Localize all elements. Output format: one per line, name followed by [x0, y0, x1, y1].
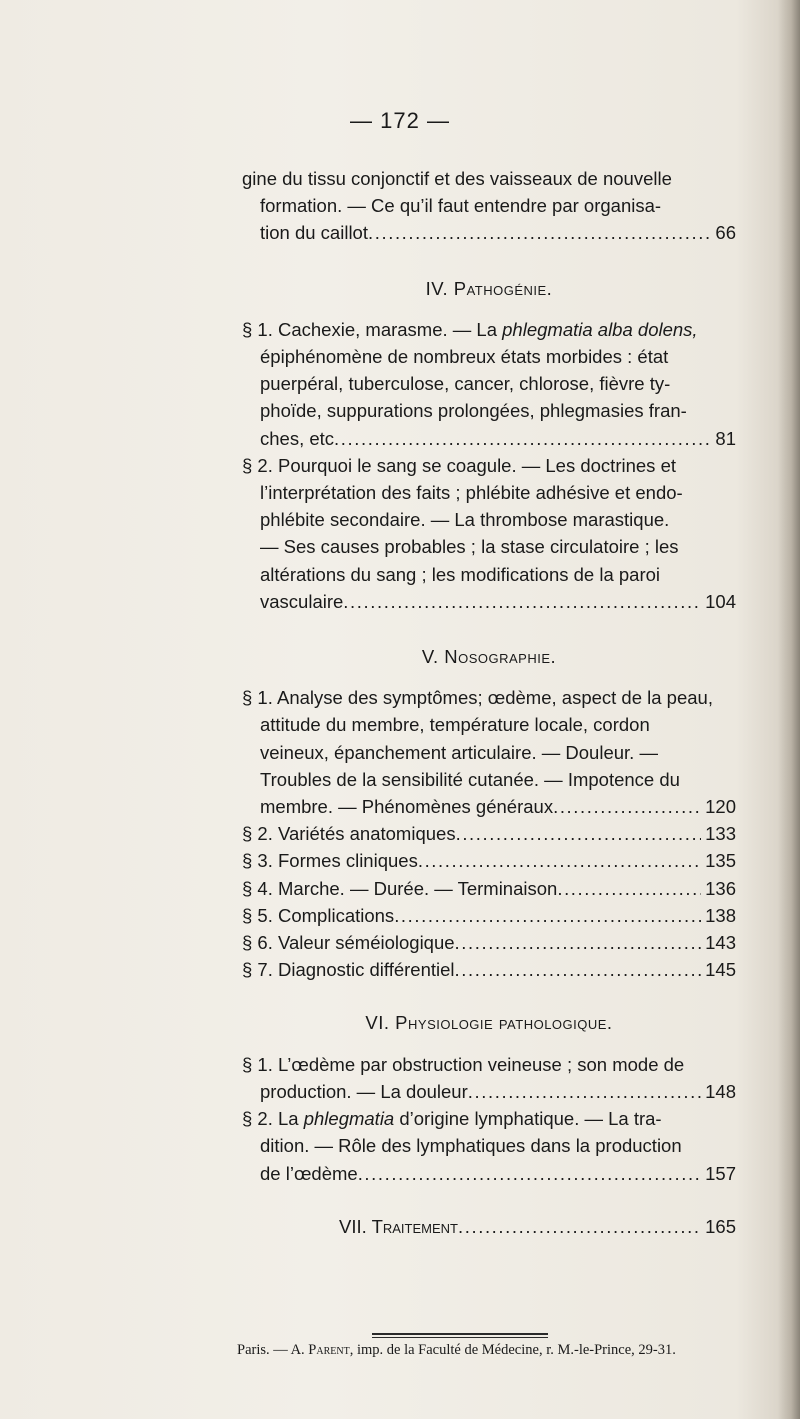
leader-dots: [358, 1160, 701, 1187]
text-line: [242, 316, 736, 343]
page-ref: 120: [705, 796, 736, 818]
text-line: § 2. Pourquoi le sang se coagule. — Les doctrines et: [242, 454, 676, 476]
imprint-printer: Parent: [308, 1342, 350, 1358]
text-line: — Ses causes probables ; la stase circulatoire ; les: [260, 536, 679, 558]
section-heading-vi: VI. Physiologie pathologique.: [365, 1012, 613, 1034]
page-ref: 133: [705, 823, 736, 845]
toc-entry: [242, 1105, 736, 1187]
leader-dots: [368, 219, 711, 246]
section-heading-iv: IV. Pathogénie.: [425, 277, 553, 299]
leader-dots: [458, 1213, 701, 1240]
text-line: de l’œdème: [260, 1162, 358, 1184]
text-line: altérations du sang ; les modifications de la paroi: [260, 563, 661, 585]
text-line: tion du caillot: [260, 222, 368, 244]
text-line: attitude du membre, température locale, cordon: [260, 714, 650, 736]
page-ref: 81: [715, 427, 736, 449]
leader-dots: [343, 588, 701, 615]
page-ref: 165: [705, 1215, 736, 1237]
text-line: production. — La douleur: [260, 1080, 468, 1102]
text-span: § 1. Cachexie, marasme. — La: [242, 318, 503, 340]
leader-dots: [557, 875, 701, 902]
text-line: dition. — Rôle des lymphatiques dans la production: [260, 1135, 682, 1157]
text-line: phoïde, suppurations prolongées, phlegmasies fran-: [260, 400, 687, 422]
toc-entry: [242, 452, 736, 615]
toc-line-with-page: [242, 219, 736, 246]
toc-line-with-page: [242, 902, 736, 929]
toc-line-with-page: [242, 1160, 736, 1187]
toc-entry: [242, 1051, 736, 1105]
page-ref: 138: [705, 904, 736, 926]
text-line: gine du tissu conjonctif et des vaisseaux de nouvelle: [242, 168, 672, 189]
page-ref: 157: [705, 1162, 736, 1184]
italic-term: phlegmatia alba dolens,: [502, 318, 698, 340]
toc-line-with-page: [242, 820, 736, 847]
text-line: épiphénomène de nombreux états morbides : état: [260, 346, 669, 368]
leader-dots: [455, 956, 702, 983]
section-heading-vii: [242, 1213, 736, 1240]
leader-dots: [334, 425, 711, 452]
page-ref: 104: [705, 590, 736, 612]
toc-entry-intro: [242, 165, 736, 247]
printer-imprint: [237, 1342, 797, 1359]
text-line: § 6. Valeur séméiologique: [242, 932, 455, 954]
text-line: puerpéral, tuberculose, cancer, chlorose, fièvre ty-: [260, 373, 671, 395]
text-line: veineux, épanchement articulaire. — Douleur. —: [260, 741, 658, 763]
toc-line-with-page: [242, 956, 736, 983]
toc-line-with-page: [242, 929, 736, 956]
text-line: l’interprétation des faits ; phlébite adhésive et endo-: [260, 482, 683, 504]
toc-line-with-page: [242, 588, 736, 615]
toc-line-with-page: [242, 793, 736, 820]
text-line: § 4. Marche. — Durée. — Terminaison: [242, 877, 558, 899]
toc-entry: [242, 684, 736, 820]
footer-rule: [372, 1333, 548, 1335]
text-span: § 2. La: [242, 1108, 304, 1130]
page-ref: 66: [715, 222, 736, 244]
text-line: § 5. Complications: [242, 904, 395, 926]
page-ref: 135: [705, 850, 736, 872]
page-ref: 143: [705, 932, 736, 954]
leader-dots: [456, 820, 702, 847]
imprint-prefix: Paris. — A.: [237, 1342, 309, 1358]
page-number: — 172 —: [350, 108, 450, 133]
text-line: vasculaire: [260, 590, 344, 612]
text-line: membre. — Phénomènes généraux: [260, 796, 554, 818]
text-line: phlébite secondaire. — La thrombose marastique.: [260, 509, 670, 531]
text-line: § 1. Analyse des symptômes; œdème, aspect de la peau,: [242, 687, 713, 709]
text-line: § 3. Formes cliniques: [242, 850, 418, 872]
text-line: § 7. Diagnostic différentiel: [242, 959, 455, 981]
table-of-contents: [242, 165, 736, 1240]
page-ref: 145: [705, 959, 736, 981]
toc-entry: [242, 316, 736, 452]
imprint-rest: , imp. de la Faculté de Médecine, r. M.-le-Prince, 29-31.: [349, 1342, 676, 1358]
text-line: § 1. L’œdème par obstruction veineuse ; son mode de: [242, 1053, 685, 1075]
text-line: ches, etc: [260, 427, 335, 449]
section-heading-v: V. Nosographie.: [421, 646, 557, 668]
page-ref: 136: [705, 877, 736, 899]
italic-term: phlegmatia: [303, 1108, 395, 1130]
toc-line-with-page: [242, 1078, 736, 1105]
footer-rule: [372, 1337, 548, 1338]
leader-dots: [394, 902, 701, 929]
text-line: VII. Traitement: [339, 1215, 458, 1237]
page-ref: 148: [705, 1080, 736, 1102]
text-span: d’origine lymphatique. — La tra-: [394, 1108, 662, 1130]
leader-dots: [418, 847, 701, 874]
toc-item-list: [242, 820, 736, 983]
leader-dots: [553, 793, 701, 820]
text-line: Troubles de la sensibilité cutanée. — Impotence du: [260, 768, 680, 790]
text-line: [242, 1105, 736, 1132]
page-edge-shadow: [778, 0, 800, 1419]
toc-line-with-page: [242, 425, 736, 452]
leader-dots: [468, 1078, 701, 1105]
toc-line-with-page: [242, 875, 736, 902]
text-line: formation. — Ce qu’il faut entendre par organisa-: [260, 195, 662, 217]
text-line: § 2. Variétés anatomiques: [242, 823, 456, 845]
leader-dots: [455, 929, 702, 956]
toc-line-with-page: [242, 847, 736, 874]
